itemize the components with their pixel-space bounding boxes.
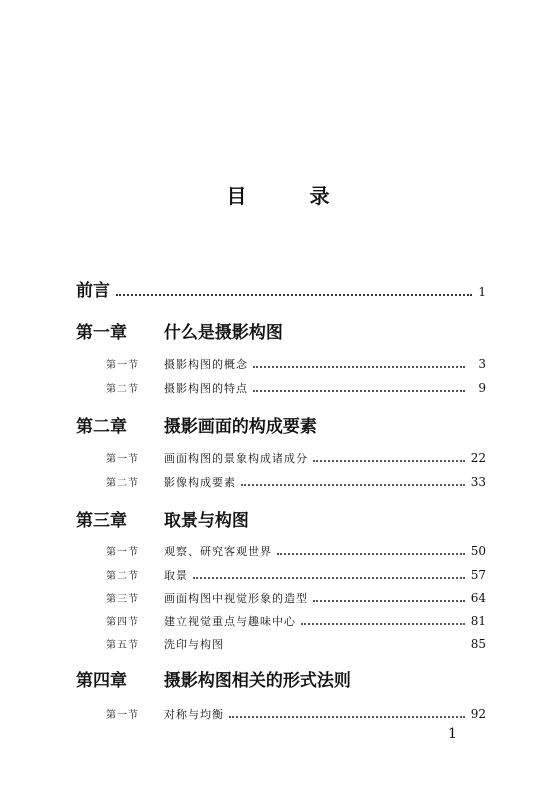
section-page: 57 — [470, 568, 486, 582]
toc-title: 目 录 — [226, 184, 358, 208]
dot-leader — [313, 460, 465, 462]
chapter-3-heading[interactable] — [76, 506, 496, 531]
dot-leader — [241, 484, 465, 486]
section-page: 85 — [470, 637, 486, 651]
toc-section-entry[interactable] — [106, 706, 486, 722]
toc-section-entry[interactable] — [106, 543, 486, 559]
section-title: 摄影构图的概念 — [164, 358, 248, 371]
section-page: 22 — [470, 451, 486, 465]
section-number: 第一节 — [106, 547, 139, 558]
section-title: 对称与均衡 — [164, 708, 224, 721]
section-number: 第二节 — [106, 478, 139, 489]
toc-section-entry[interactable] — [106, 474, 486, 490]
dot-leader — [313, 600, 465, 602]
section-title: 建立视觉重点与趣味中心 — [164, 615, 296, 628]
section-number: 第五节 — [106, 640, 139, 651]
dot-leader — [193, 577, 465, 579]
chapter-title: 摄影画面的构成要素 — [163, 417, 317, 437]
toc-section-entry[interactable] — [106, 613, 486, 629]
chapter-number: 第二章 — [76, 417, 127, 437]
chapter-1-heading[interactable] — [76, 318, 496, 343]
section-title: 取景 — [164, 569, 188, 582]
section-number: 第四节 — [106, 617, 139, 628]
section-title: 摄影构图的特点 — [164, 382, 248, 395]
section-page: 64 — [470, 591, 486, 605]
toc-section-entry[interactable] — [106, 567, 486, 583]
toc-preface-entry[interactable] — [76, 276, 486, 301]
section-number: 第一节 — [106, 360, 139, 371]
section-title: 画面构图中视觉形象的造型 — [164, 592, 308, 605]
dot-leader — [229, 716, 465, 718]
section-page: 3 — [478, 357, 486, 371]
section-number: 第二节 — [106, 571, 139, 582]
toc-section-entry[interactable] — [106, 380, 486, 396]
chapter-title: 取景与构图 — [163, 511, 249, 531]
chapter-title: 什么是摄影构图 — [163, 323, 283, 343]
section-page: 9 — [478, 381, 486, 395]
dot-leader — [253, 390, 465, 392]
section-page: 50 — [470, 544, 486, 558]
section-number: 第一节 — [106, 454, 139, 465]
section-number: 第一节 — [106, 710, 139, 721]
chapter-4-heading[interactable] — [76, 666, 496, 691]
chapter-title: 摄影构图相关的形式法则 — [163, 671, 351, 691]
chapter-number: 第四章 — [76, 671, 127, 691]
dot-leader — [116, 294, 472, 296]
section-title: 画面构图的景象构成诸成分 — [164, 452, 308, 465]
section-page: 92 — [470, 707, 486, 721]
chapter-number: 第三章 — [76, 511, 127, 531]
section-title: 观察、研究客观世界 — [164, 545, 272, 558]
dot-leader — [253, 366, 465, 368]
toc-section-entry[interactable] — [106, 590, 486, 606]
page-number: 1 — [448, 726, 457, 742]
section-number: 第二节 — [106, 384, 139, 395]
section-page: 33 — [470, 475, 486, 489]
dot-leader — [277, 553, 465, 555]
section-title: 影像构成要素 — [164, 476, 236, 489]
preface-page: 1 — [478, 285, 486, 299]
dot-leader — [301, 623, 465, 625]
chapter-2-heading[interactable] — [76, 412, 496, 437]
toc-section-entry[interactable] — [106, 356, 486, 372]
section-number: 第三节 — [106, 594, 139, 605]
toc-section-entry[interactable] — [106, 450, 486, 466]
section-page: 81 — [470, 614, 486, 628]
toc-section-entry[interactable] — [106, 636, 486, 652]
chapter-number: 第一章 — [76, 323, 127, 343]
section-title: 洗印与构图 — [164, 638, 224, 651]
preface-label: 前言 — [76, 281, 110, 301]
